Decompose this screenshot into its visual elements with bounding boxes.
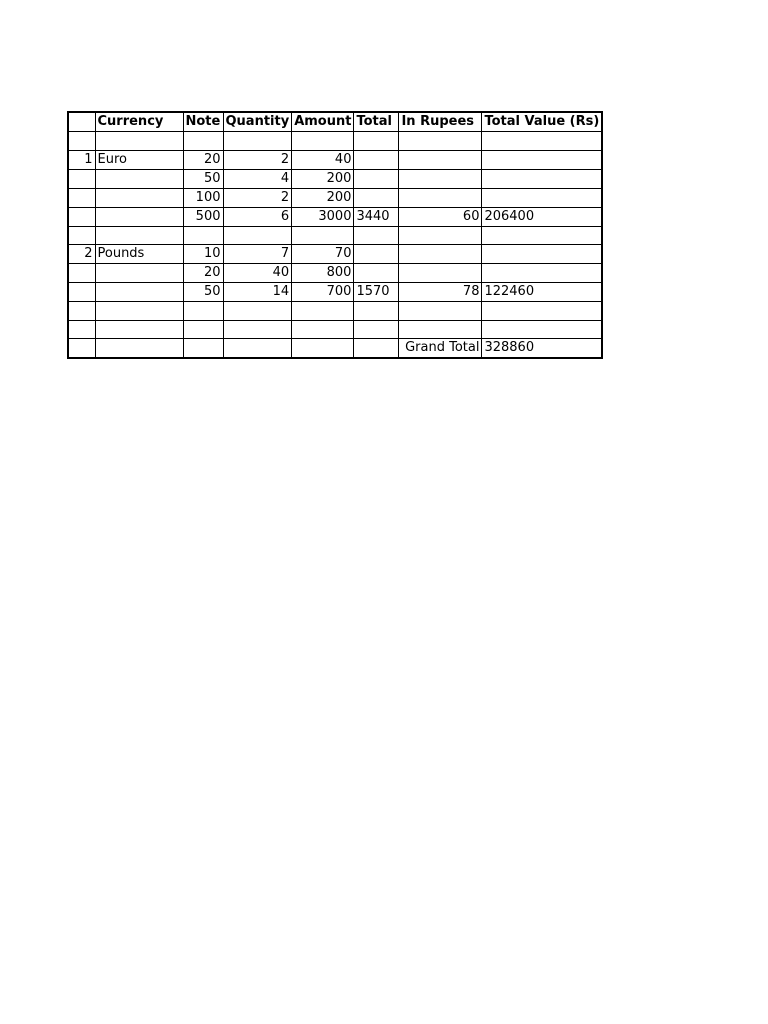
cell-in-rupees[interactable]	[399, 264, 482, 283]
cell-total-value[interactable]	[482, 302, 602, 321]
cell-in-rupees[interactable]	[399, 320, 482, 339]
table-row	[68, 226, 602, 245]
cell-total-value[interactable]	[482, 264, 602, 283]
table-row	[68, 339, 602, 359]
cell-note[interactable]: 500	[183, 207, 223, 226]
cell-index[interactable]	[68, 207, 95, 226]
table-row	[68, 264, 602, 283]
cell-amount[interactable]: 200	[292, 188, 354, 207]
cell-amount[interactable]: 40	[292, 150, 354, 169]
cell-amount[interactable]	[292, 339, 354, 359]
cell-total-value[interactable]	[482, 169, 602, 188]
cell-note[interactable]: 50	[183, 169, 223, 188]
cell-quantity[interactable]	[223, 132, 292, 151]
cell-index[interactable]	[68, 132, 95, 151]
cell-total-value[interactable]	[482, 245, 602, 264]
cell-index[interactable]	[68, 226, 95, 245]
cell-note[interactable]: 10	[183, 245, 223, 264]
table-row	[68, 169, 602, 188]
cell-index[interactable]: 2	[68, 245, 95, 264]
table-row	[68, 283, 602, 302]
cell-total-value[interactable]	[482, 132, 602, 151]
header-row	[68, 112, 602, 132]
cell-total[interactable]	[354, 188, 399, 207]
cell-quantity[interactable]	[223, 320, 292, 339]
spreadsheet-table	[67, 111, 603, 359]
table-row	[68, 188, 602, 207]
cell-amount[interactable]	[292, 132, 354, 151]
cell-total[interactable]	[354, 169, 399, 188]
cell-total-value[interactable]	[482, 320, 602, 339]
cell-quantity[interactable]: 2	[223, 150, 292, 169]
cell-total[interactable]	[354, 302, 399, 321]
cell-index[interactable]	[68, 169, 95, 188]
cell-quantity[interactable]: 7	[223, 245, 292, 264]
table-row	[68, 207, 602, 226]
cell-index[interactable]: 1	[68, 150, 95, 169]
cell-note[interactable]	[183, 302, 223, 321]
cell-note[interactable]	[183, 132, 223, 151]
cell-total[interactable]	[354, 245, 399, 264]
cell-note[interactable]	[183, 226, 223, 245]
cell-total[interactable]: 3440	[354, 207, 399, 226]
cell-in-rupees[interactable]	[399, 150, 482, 169]
cell-currency[interactable]	[95, 283, 183, 302]
cell-in-rupees[interactable]	[399, 132, 482, 151]
cell-currency[interactable]	[95, 320, 183, 339]
cell-total[interactable]	[354, 226, 399, 245]
header-cell-total-value[interactable]: Total Value (Rs)	[482, 112, 602, 132]
cell-amount[interactable]	[292, 302, 354, 321]
cell-currency[interactable]	[95, 169, 183, 188]
cell-index[interactable]	[68, 320, 95, 339]
cell-currency[interactable]	[95, 302, 183, 321]
cell-quantity[interactable]: 2	[223, 188, 292, 207]
cell-currency[interactable]: Pounds	[95, 245, 183, 264]
cell-total[interactable]	[354, 150, 399, 169]
cell-total-value[interactable]: 206400	[482, 207, 602, 226]
table-row	[68, 302, 602, 321]
cell-currency[interactable]	[95, 188, 183, 207]
cell-in-rupees[interactable]	[399, 245, 482, 264]
cell-in-rupees[interactable]	[399, 188, 482, 207]
cell-quantity[interactable]: 14	[223, 283, 292, 302]
cell-total[interactable]: 1570	[354, 283, 399, 302]
cell-total-value[interactable]: 328860	[482, 339, 602, 359]
table-row	[68, 132, 602, 151]
cell-currency[interactable]	[95, 226, 183, 245]
cell-amount[interactable]: 200	[292, 169, 354, 188]
table-row	[68, 245, 602, 264]
cell-total-value[interactable]	[482, 150, 602, 169]
header-cell-currency[interactable]: Currency	[95, 112, 183, 132]
cell-in-rupees[interactable]	[399, 169, 482, 188]
cell-note[interactable]	[183, 339, 223, 359]
header-cell-total[interactable]: Total	[354, 112, 399, 132]
cell-quantity[interactable]	[223, 339, 292, 359]
cell-index[interactable]	[68, 283, 95, 302]
cell-total-value[interactable]	[482, 226, 602, 245]
cell-total[interactable]	[354, 320, 399, 339]
cell-in-rupees[interactable]: Grand Total	[399, 339, 482, 359]
cell-currency[interactable]	[95, 264, 183, 283]
cell-in-rupees[interactable]: 78	[399, 283, 482, 302]
cell-quantity[interactable]: 6	[223, 207, 292, 226]
cell-quantity[interactable]	[223, 226, 292, 245]
cell-currency[interactable]	[95, 339, 183, 359]
header-cell-in-rupees[interactable]: In Rupees	[399, 112, 482, 132]
cell-total[interactable]	[354, 264, 399, 283]
cell-note[interactable]	[183, 320, 223, 339]
cell-in-rupees[interactable]	[399, 226, 482, 245]
header-cell-amount[interactable]: Amount	[292, 112, 354, 132]
cell-index[interactable]	[68, 302, 95, 321]
cell-quantity[interactable]: 4	[223, 169, 292, 188]
cell-amount[interactable]: 800	[292, 264, 354, 283]
cell-in-rupees[interactable]	[399, 302, 482, 321]
spreadsheet-body	[68, 112, 602, 358]
cell-index[interactable]	[68, 188, 95, 207]
cell-note[interactable]: 100	[183, 188, 223, 207]
cell-amount[interactable]: 70	[292, 245, 354, 264]
cell-amount[interactable]: 700	[292, 283, 354, 302]
cell-note[interactable]: 20	[183, 264, 223, 283]
table-row	[68, 150, 602, 169]
cell-currency[interactable]	[95, 207, 183, 226]
cell-index[interactable]	[68, 339, 95, 359]
cell-quantity[interactable]: 40	[223, 264, 292, 283]
cell-amount[interactable]	[292, 320, 354, 339]
cell-total-value[interactable]	[482, 188, 602, 207]
cell-in-rupees[interactable]: 60	[399, 207, 482, 226]
cell-note[interactable]: 20	[183, 150, 223, 169]
cell-quantity[interactable]	[223, 302, 292, 321]
cell-amount[interactable]: 3000	[292, 207, 354, 226]
cell-currency[interactable]: Euro	[95, 150, 183, 169]
cell-total-value[interactable]: 122460	[482, 283, 602, 302]
cell-note[interactable]: 50	[183, 283, 223, 302]
cell-amount[interactable]	[292, 226, 354, 245]
table-row	[68, 320, 602, 339]
cell-total[interactable]	[354, 339, 399, 359]
header-cell-quantity[interactable]: Quantity	[223, 112, 292, 132]
header-cell-index[interactable]	[68, 112, 95, 132]
header-cell-note[interactable]: Note	[183, 112, 223, 132]
cell-index[interactable]	[68, 264, 95, 283]
cell-currency[interactable]	[95, 132, 183, 151]
cell-total[interactable]	[354, 132, 399, 151]
